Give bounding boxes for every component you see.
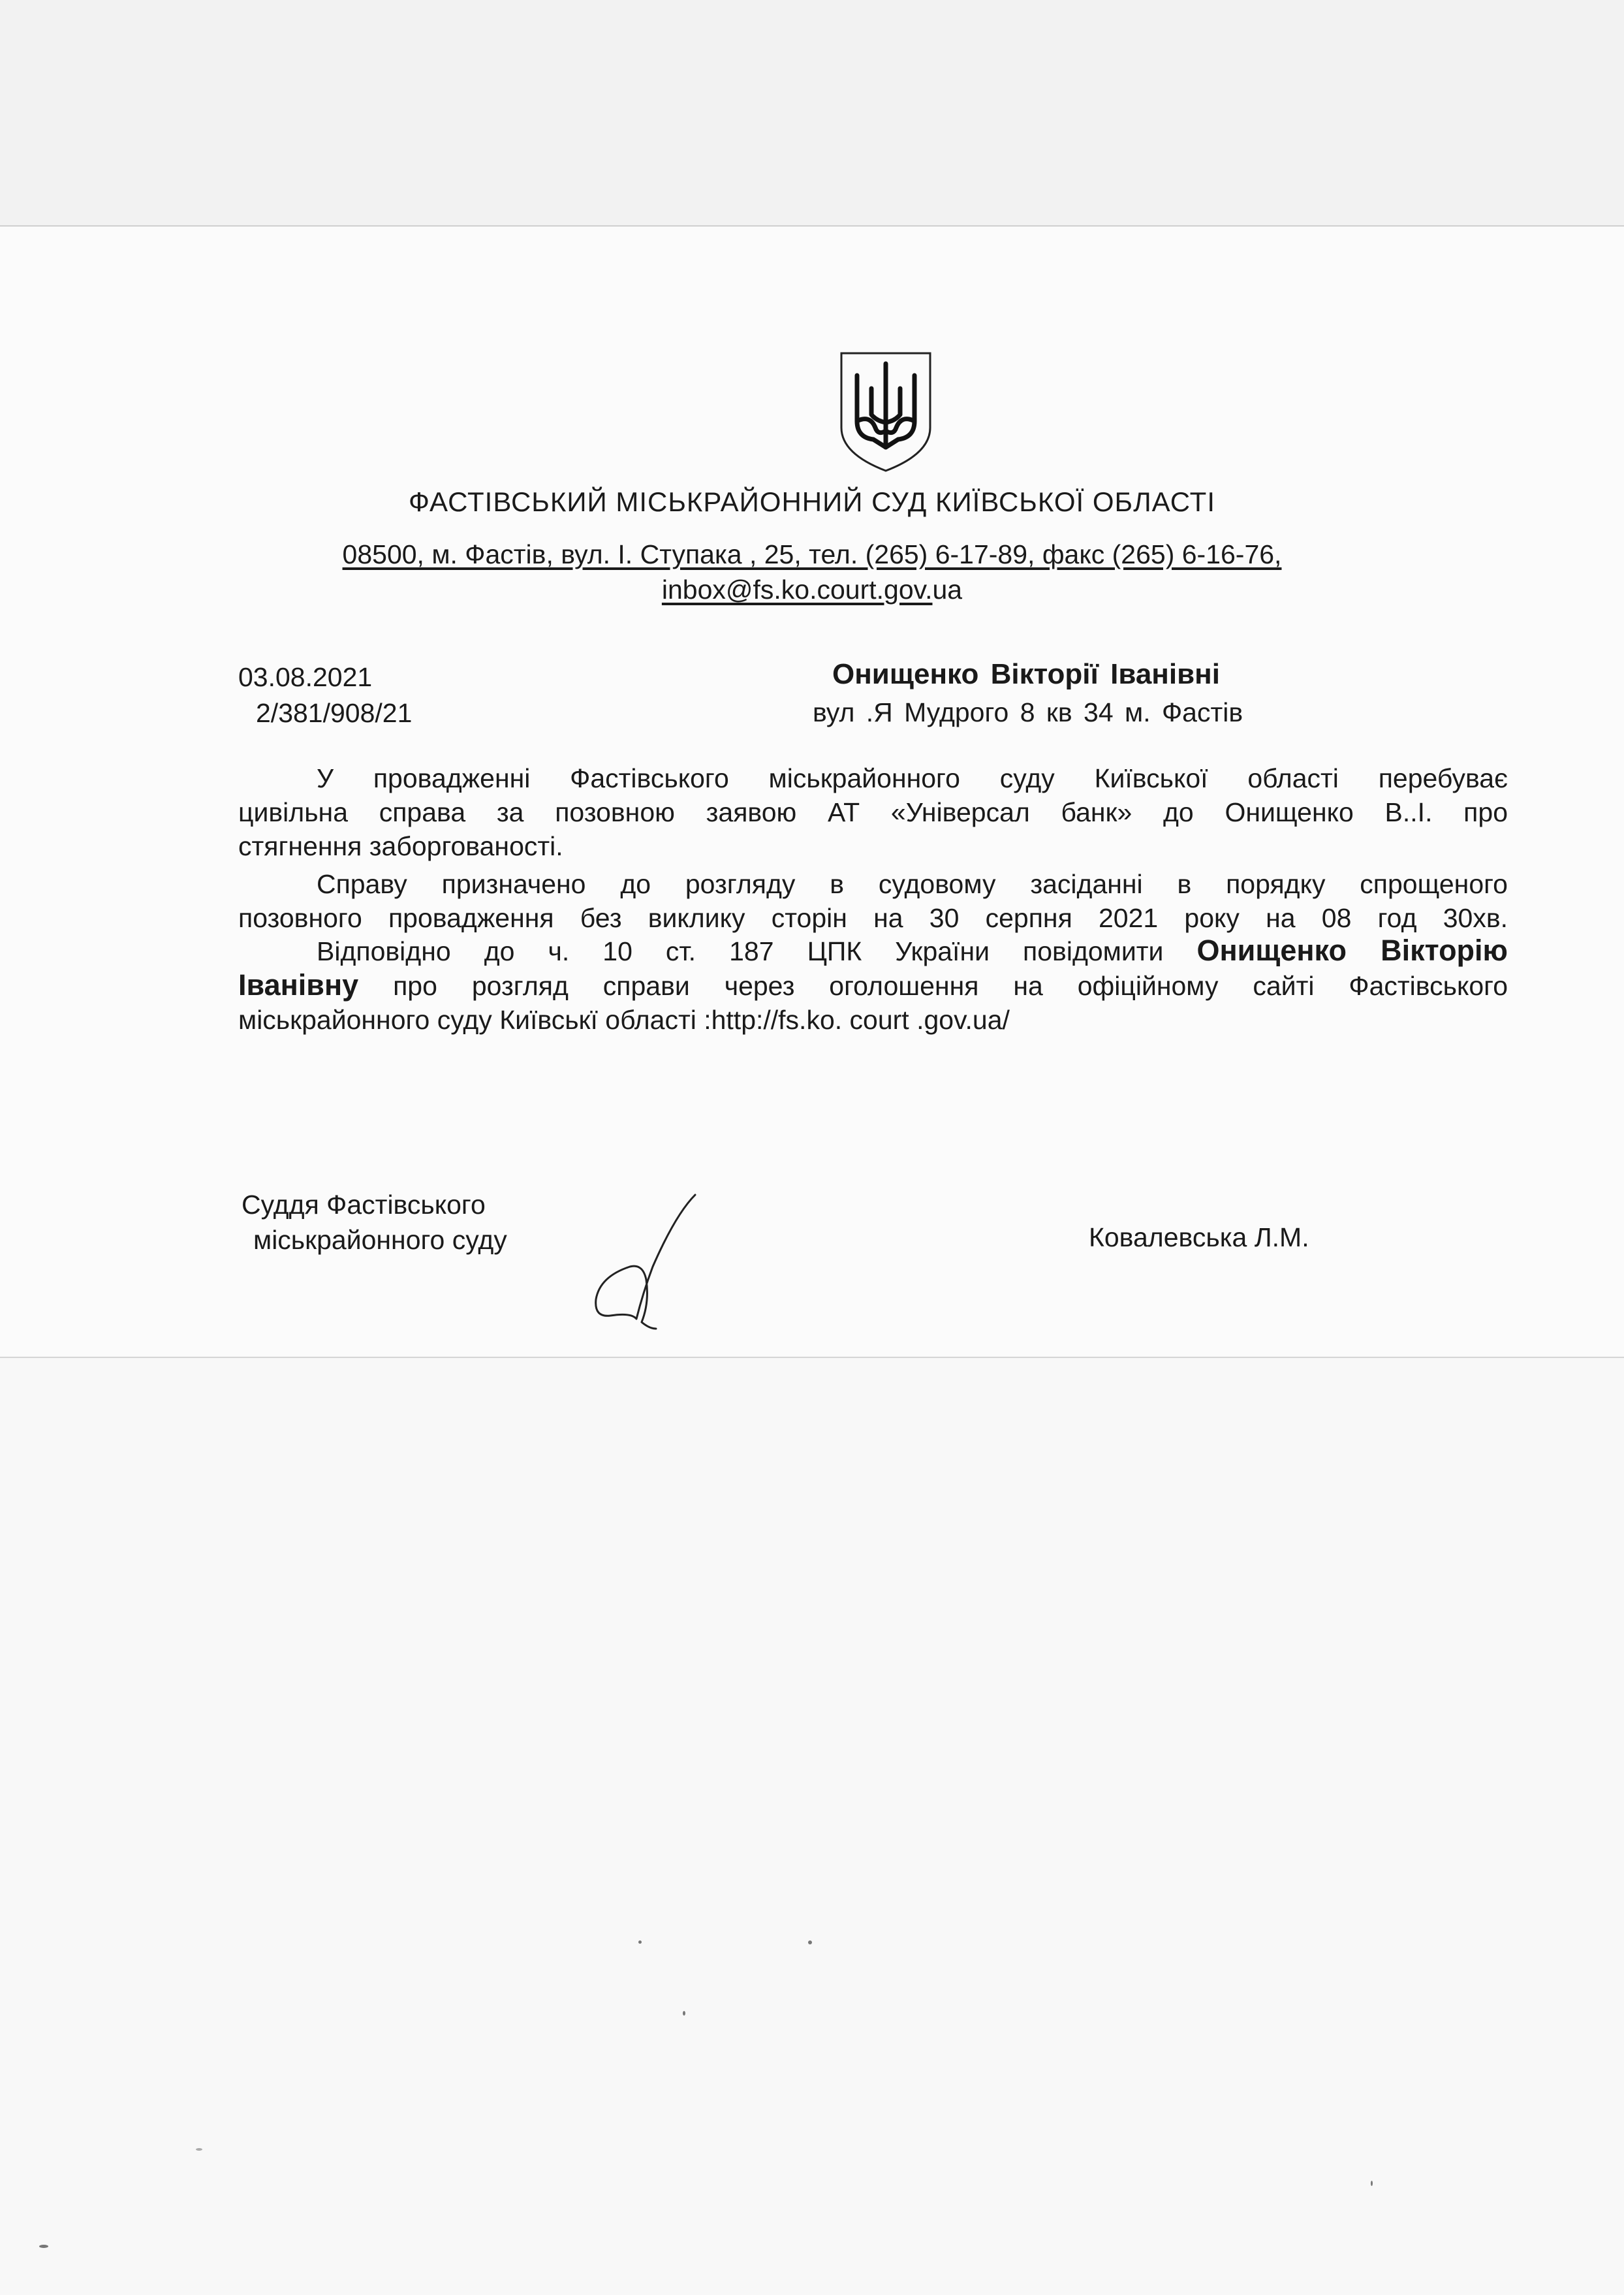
scan-speck xyxy=(683,2011,685,2016)
text-line: Відповідно до ч. 10 ст. 187 ЦПК України повідомити Онищенко Вікторію xyxy=(317,934,1508,967)
top-fold-area xyxy=(0,0,1624,227)
handwritten-signature xyxy=(591,1188,708,1335)
judge-title-line2: міськрайонного суду xyxy=(253,1225,507,1255)
scan-speck xyxy=(196,2148,202,2151)
bottom-fold-area xyxy=(0,1357,1624,2295)
scan-speck xyxy=(1371,2181,1373,2186)
letter-date: 03.08.2021 xyxy=(238,662,373,692)
text-line: Іванівну про розгляд справи через оголошення на офіційному сайті Фастівського xyxy=(238,968,1508,1002)
text-line: міськрайонного суду Київськї області :http://fs.ko. court .gov.ua/ xyxy=(238,1005,1010,1035)
case-reference: 2/381/908/21 xyxy=(256,698,413,728)
text-line: стягнення заборгованості. xyxy=(238,831,563,861)
court-email: inbox@fs.ko.court.gov.ua xyxy=(661,575,963,605)
paragraph-case-notice xyxy=(238,761,1508,863)
court-address: 08500, м. Фастів, вул. І. Ступака , 25, тел. (265) 6-17-89, факс (265) 6-16-76, xyxy=(342,539,1282,569)
scan-speck xyxy=(808,1940,812,1944)
trident-coat-of-arms-icon xyxy=(837,349,934,473)
judge-name: Ковалевська Л.М. xyxy=(1089,1222,1309,1252)
scan-speck xyxy=(638,1940,642,1944)
text-line: цивільна справа за позовною заявою АТ «Універсал банк» до Онищенко В..І. про xyxy=(238,797,1508,827)
paragraph-notification xyxy=(238,934,1508,1037)
recipient-address: вул .Я Мудрого 8 кв 34 м. Фастів xyxy=(813,697,1243,727)
scan-speck xyxy=(39,2245,48,2248)
text-line: позовного провадження без виклику сторін на 30 серпня 2021 року на 08 год 30хв. xyxy=(238,903,1508,933)
text-line: У провадженні Фастівського міськрайонного суду Київської області перебуває xyxy=(317,763,1508,793)
paragraph-hearing-schedule xyxy=(238,867,1508,935)
text-line: Справу призначено до розгляду в судовому засіданні в порядку спрощеного xyxy=(317,869,1508,899)
recipient-name: Онищенко Вікторії Іванівні xyxy=(832,658,1220,690)
court-name: ФАСТІВСЬКИЙ МІСЬКРАЙОННИЙ СУД КИЇВСЬКОЇ ОБЛАСТІ xyxy=(408,486,1215,517)
judge-title-line1: Суддя Фастівського xyxy=(242,1190,486,1220)
